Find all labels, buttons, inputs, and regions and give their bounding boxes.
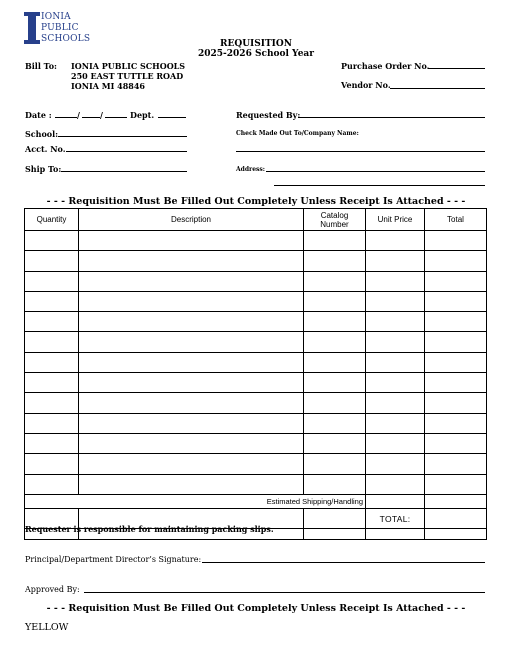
- table-row[interactable]: [25, 474, 487, 494]
- unit-price-cell[interactable]: [366, 231, 425, 251]
- catalog-cell[interactable]: [304, 373, 366, 393]
- unit-price-cell[interactable]: [366, 251, 425, 271]
- description-cell[interactable]: [79, 291, 304, 311]
- description-cell[interactable]: [79, 393, 304, 413]
- table-row[interactable]: [25, 231, 487, 251]
- unit-price-cell[interactable]: [366, 433, 425, 453]
- quantity-cell[interactable]: [25, 291, 79, 311]
- table-row[interactable]: [25, 454, 487, 474]
- approved-by-label: Approved By:: [25, 585, 80, 594]
- table-row[interactable]: [25, 373, 487, 393]
- logo-line-3: SCHOOLS: [41, 34, 91, 44]
- packing-slips-note: Requester is responsible for maintaining packing slips.: [25, 524, 274, 534]
- quantity-cell[interactable]: [25, 454, 79, 474]
- ship-to-field[interactable]: [61, 171, 187, 172]
- page-title: REQUISITION: [220, 39, 292, 49]
- catalog-cell[interactable]: [304, 474, 366, 494]
- col-header-unit-price: Unit Price: [366, 209, 425, 231]
- catalog-cell[interactable]: [304, 231, 366, 251]
- unit-price-cell[interactable]: [366, 271, 425, 291]
- col-header-total: Total: [425, 209, 487, 231]
- vendor-label: Vendor No.: [341, 80, 391, 90]
- po-field[interactable]: [428, 68, 485, 69]
- company-name-field[interactable]: [236, 151, 485, 152]
- address-label: Address:: [236, 166, 265, 173]
- check-made-out-label: Check Made Out To/Company Name:: [236, 130, 359, 137]
- date-sep-1: /: [77, 110, 80, 120]
- date-month-field[interactable]: [55, 117, 77, 118]
- catalog-cell[interactable]: [304, 251, 366, 271]
- total-cell[interactable]: [425, 271, 487, 291]
- total-cell[interactable]: [425, 231, 487, 251]
- acct-field[interactable]: [66, 151, 187, 152]
- description-cell[interactable]: [79, 271, 304, 291]
- table-row[interactable]: [25, 413, 487, 433]
- description-cell[interactable]: [79, 454, 304, 474]
- catalog-cell[interactable]: [304, 271, 366, 291]
- quantity-cell[interactable]: [25, 271, 79, 291]
- items-table: [24, 208, 487, 540]
- school-field[interactable]: [58, 136, 187, 137]
- total-cell[interactable]: [425, 454, 487, 474]
- catalog-cell[interactable]: [304, 312, 366, 332]
- address-field-2[interactable]: [274, 185, 485, 186]
- description-cell[interactable]: [79, 352, 304, 372]
- col-header-catalog-line1: Catalog: [320, 210, 349, 220]
- shipping-amount-cell[interactable]: [425, 494, 487, 508]
- dept-field[interactable]: [158, 117, 186, 118]
- total-cell[interactable]: [425, 413, 487, 433]
- shipping-row: [25, 494, 487, 508]
- total-cell[interactable]: [425, 291, 487, 311]
- date-day-field[interactable]: [82, 117, 100, 118]
- unit-price-cell[interactable]: [366, 312, 425, 332]
- total-cell[interactable]: [425, 373, 487, 393]
- catalog-cell[interactable]: [304, 454, 366, 474]
- requirement-banner-bottom: - - - Requisition Must Be Filled Out Completely Unless Receipt Is Attached - - -: [46, 603, 466, 614]
- col-header-description: Description: [79, 209, 304, 231]
- catalog-cell[interactable]: [304, 352, 366, 372]
- table-header-row: [25, 209, 487, 231]
- quantity-cell[interactable]: [25, 352, 79, 372]
- footer-cell: [304, 529, 366, 540]
- logo-line-1: IONIA: [41, 12, 71, 22]
- quantity-cell[interactable]: [25, 433, 79, 453]
- unit-price-cell[interactable]: [366, 474, 425, 494]
- date-year-field[interactable]: [105, 117, 127, 118]
- school-label: School:: [25, 129, 59, 139]
- total-cell[interactable]: [425, 474, 487, 494]
- unit-price-cell[interactable]: [366, 413, 425, 433]
- logo-line-2: PUBLIC: [41, 23, 79, 33]
- unit-price-cell[interactable]: [366, 291, 425, 311]
- vendor-field[interactable]: [390, 88, 485, 89]
- table-row[interactable]: [25, 332, 487, 352]
- shipping-unit-cell: [366, 494, 425, 508]
- footer-cell: [425, 529, 487, 540]
- requirement-banner: - - - Requisition Must Be Filled Out Completely Unless Receipt Is Attached - - -: [46, 196, 466, 207]
- unit-price-cell[interactable]: [366, 454, 425, 474]
- quantity-cell[interactable]: [25, 413, 79, 433]
- description-cell[interactable]: [79, 251, 304, 271]
- catalog-cell[interactable]: [304, 332, 366, 352]
- catalog-cell[interactable]: [304, 433, 366, 453]
- total-cell[interactable]: [425, 393, 487, 413]
- quantity-cell[interactable]: [25, 373, 79, 393]
- approved-by-field[interactable]: [84, 592, 485, 593]
- acct-label: Acct. No.: [25, 144, 66, 154]
- quantity-cell[interactable]: [25, 393, 79, 413]
- quantity-cell[interactable]: [25, 474, 79, 494]
- description-cell[interactable]: [79, 332, 304, 352]
- shipping-label: Estimated Shipping/Handling: [25, 494, 366, 508]
- description-cell[interactable]: [79, 413, 304, 433]
- unit-price-cell[interactable]: [366, 393, 425, 413]
- col-header-catalog: [304, 209, 366, 231]
- signature-field[interactable]: [202, 562, 485, 563]
- unit-price-cell[interactable]: [366, 332, 425, 352]
- table-row[interactable]: [25, 393, 487, 413]
- total-cell[interactable]: [425, 433, 487, 453]
- bill-to-street: 250 EAST TUTTLE ROAD: [71, 71, 184, 81]
- table-row[interactable]: [25, 433, 487, 453]
- footer-cell: [366, 529, 425, 540]
- table-row[interactable]: [25, 251, 487, 271]
- bill-to-name: IONIA PUBLIC SCHOOLS: [71, 61, 186, 71]
- unit-price-cell[interactable]: [366, 352, 425, 372]
- catalog-cell[interactable]: [304, 393, 366, 413]
- requested-by-label: Requested By:: [236, 110, 301, 120]
- address-field[interactable]: [266, 171, 485, 172]
- table-row[interactable]: [25, 352, 487, 372]
- signature-label: Principal/Department Director’s Signature:: [25, 555, 202, 564]
- description-cell[interactable]: [79, 231, 304, 251]
- quantity-cell[interactable]: [25, 332, 79, 352]
- bill-to-label: Bill To:: [25, 61, 57, 71]
- total-cell[interactable]: [425, 332, 487, 352]
- total-cell[interactable]: [425, 312, 487, 332]
- requested-by-field[interactable]: [298, 117, 485, 118]
- bill-to-city: IONIA MI 48846: [71, 81, 145, 91]
- unit-price-cell[interactable]: [366, 373, 425, 393]
- date-sep-2: /: [100, 110, 103, 120]
- dept-label: Dept.: [130, 110, 155, 120]
- copy-color-label: YELLOW: [25, 622, 69, 633]
- total-row-catalog-cell: [304, 508, 366, 528]
- total-label: TOTAL:: [366, 508, 425, 528]
- quantity-cell[interactable]: [25, 251, 79, 271]
- col-header-catalog-line2: Number: [320, 219, 349, 229]
- catalog-cell[interactable]: [304, 413, 366, 433]
- date-label: Date :: [25, 110, 52, 120]
- school-year: 2025-2026 School Year: [198, 49, 314, 59]
- col-header-quantity: Quantity: [25, 209, 79, 231]
- quantity-cell[interactable]: [25, 312, 79, 332]
- po-label: Purchase Order No.: [341, 61, 430, 71]
- description-cell[interactable]: [79, 373, 304, 393]
- description-cell[interactable]: [79, 312, 304, 332]
- total-cell[interactable]: [425, 251, 487, 271]
- ship-to-label: Ship To:: [25, 164, 62, 174]
- total-cell[interactable]: [425, 352, 487, 372]
- grand-total-cell[interactable]: [425, 508, 487, 528]
- description-cell[interactable]: [79, 474, 304, 494]
- table-row[interactable]: [25, 271, 487, 291]
- table-row[interactable]: [25, 312, 487, 332]
- catalog-cell[interactable]: [304, 291, 366, 311]
- table-row[interactable]: [25, 291, 487, 311]
- description-cell[interactable]: [79, 433, 304, 453]
- quantity-cell[interactable]: [25, 231, 79, 251]
